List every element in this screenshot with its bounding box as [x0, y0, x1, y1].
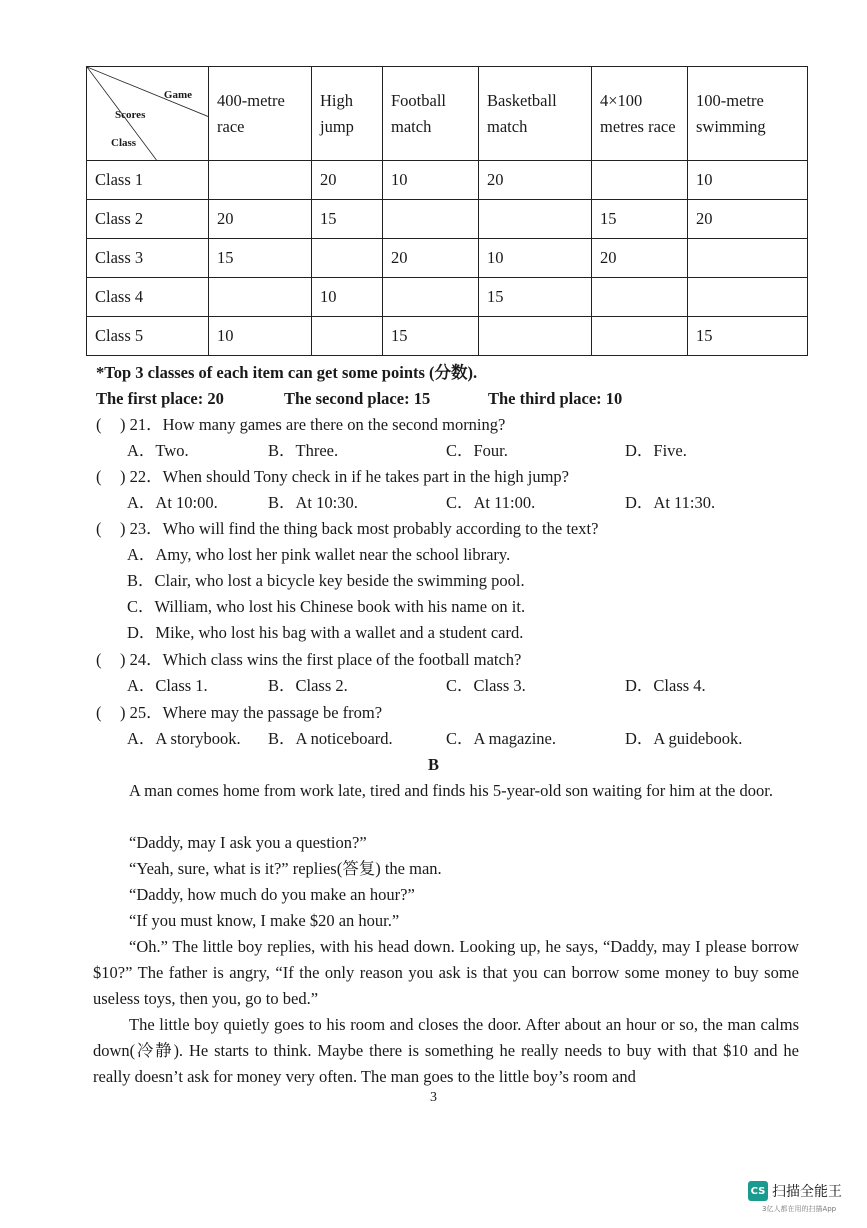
score-cell: 10: [209, 317, 312, 356]
score-cell: [312, 239, 383, 278]
option-a[interactable]: A．Two.: [127, 441, 189, 460]
row-class-label: Class 1: [87, 161, 209, 200]
camscanner-logo-icon: CS: [748, 1181, 768, 1201]
score-cell: 20: [312, 161, 383, 200]
row-class-label: Class 4: [87, 278, 209, 317]
table-row: [87, 317, 808, 356]
table-row: [87, 161, 808, 200]
option-a[interactable]: A．At 10:00.: [127, 493, 218, 512]
corner-label-class: Class: [111, 137, 137, 149]
header-cell: 100-metre swimming: [688, 67, 808, 161]
score-cell: [383, 278, 479, 317]
score-cell: 15: [592, 200, 688, 239]
question-text: ) 21．How many games are there on the second morning?: [120, 415, 506, 434]
score-cell: 15: [688, 317, 808, 356]
table-row: [87, 200, 808, 239]
passage-paragraph: “Daddy, may I ask you a question?”: [129, 833, 367, 852]
passage-paragraph: “Oh.” The little boy replies, with his head down. Looking up, he says, “Daddy, may I please borrow $10?” The father is angry, “If the only reason you ask is that you can borrow some money to buy some useless toys, then you, go to bed.”: [93, 937, 799, 1008]
answer-blank[interactable]: (: [96, 519, 102, 538]
score-cell: [312, 317, 383, 356]
option-c[interactable]: C．Class 3.: [446, 676, 526, 695]
score-cell: [592, 278, 688, 317]
third-place-points: The third place: 10: [488, 389, 623, 408]
header-cell: High jump: [312, 67, 383, 161]
option-d[interactable]: D．A guidebook.: [625, 729, 743, 748]
score-cell: [479, 317, 592, 356]
option-a[interactable]: A．A storybook.: [127, 729, 241, 748]
scanner-watermark: [748, 1180, 842, 1202]
header-cell: Basketball match: [479, 67, 592, 161]
table-row: [87, 278, 808, 317]
answer-blank[interactable]: (: [96, 415, 102, 434]
question-text: ) 25．Where may the passage be from?: [120, 703, 383, 722]
answer-blank[interactable]: (: [96, 650, 102, 669]
score-cell: 20: [383, 239, 479, 278]
score-cell: [209, 278, 312, 317]
score-table: [86, 66, 808, 356]
score-cell: [209, 161, 312, 200]
section-heading-b: B: [427, 755, 439, 774]
score-cell: 20: [592, 239, 688, 278]
option-c[interactable]: C．A magazine.: [446, 729, 556, 748]
second-place-points: The second place: 15: [284, 389, 431, 408]
score-cell: 20: [479, 161, 592, 200]
option-b[interactable]: B．Clair, who lost a bicycle key beside the swimming pool.: [127, 571, 525, 590]
question-text: ) 24．Which class wins the first place of the football match?: [120, 650, 522, 669]
score-cell: [383, 200, 479, 239]
option-b[interactable]: B．Class 2.: [268, 676, 348, 695]
option-c[interactable]: C．Four.: [446, 441, 508, 460]
header-cell: 4×100 metres race: [592, 67, 688, 161]
points-note: *Top 3 classes of each item can get some points (分数).: [96, 363, 478, 382]
scanner-tagline: 3亿人都在用的扫描App: [762, 1205, 837, 1213]
table-corner-cell: [87, 67, 209, 161]
option-b[interactable]: B．A noticeboard.: [268, 729, 393, 748]
passage-paragraph: “Daddy, how much do you make an hour?”: [129, 885, 415, 904]
question-text: ) 23．Who will find the thing back most probably according to the text?: [120, 519, 599, 538]
header-cell: Football match: [383, 67, 479, 161]
option-a[interactable]: A．Class 1.: [127, 676, 208, 695]
page-number: 3: [430, 1090, 437, 1105]
score-cell: [592, 317, 688, 356]
score-cell: 10: [688, 161, 808, 200]
table-header-row: [87, 67, 808, 161]
score-cell: [688, 239, 808, 278]
row-class-label: Class 3: [87, 239, 209, 278]
option-d[interactable]: D．Five.: [625, 441, 687, 460]
score-cell: 10: [312, 278, 383, 317]
answer-blank[interactable]: (: [96, 703, 102, 722]
option-d[interactable]: D．Class 4.: [625, 676, 706, 695]
option-b[interactable]: B．Three.: [268, 441, 339, 460]
corner-label-scores: Scores: [115, 109, 146, 121]
option-c[interactable]: C．At 11:00.: [446, 493, 536, 512]
score-cell: 10: [479, 239, 592, 278]
option-b[interactable]: B．At 10:30.: [268, 493, 358, 512]
passage-paragraph: “If you must know, I make $20 an hour.”: [129, 911, 400, 930]
option-a[interactable]: A．Amy, who lost her pink wallet near the school library.: [127, 545, 511, 564]
row-class-label: Class 2: [87, 200, 209, 239]
option-c[interactable]: C．William, who lost his Chinese book with his name on it.: [127, 597, 526, 616]
first-place-points: The first place: 20: [96, 389, 224, 408]
score-cell: 15: [479, 278, 592, 317]
question-text: ) 22．When should Tony check in if he takes part in the high jump?: [120, 467, 569, 486]
score-cell: [592, 161, 688, 200]
option-d[interactable]: D．Mike, who lost his bag with a wallet and a student card.: [127, 623, 524, 642]
score-cell: [479, 200, 592, 239]
passage-paragraph: “Yeah, sure, what is it?” replies(答复) the man.: [129, 859, 442, 878]
score-cell: 15: [209, 239, 312, 278]
corner-diagonals: [87, 67, 208, 160]
scanner-app-name: 扫描全能王: [772, 1184, 842, 1200]
option-d[interactable]: D．At 11:30.: [625, 493, 716, 512]
corner-label-game: Game: [163, 89, 192, 101]
header-cell: 400-metre race: [209, 67, 312, 161]
passage-paragraph: The little boy quietly goes to his room and closes the door. After about an hour or so, the man calms down(冷静). He starts to think. Maybe there is something he really needs to buy with that $10 and he really doesn’t ask for money very often. The man goes to the little boy’s room and: [93, 1015, 799, 1086]
score-cell: 15: [312, 200, 383, 239]
score-cell: 20: [209, 200, 312, 239]
score-cell: 10: [383, 161, 479, 200]
score-cell: 20: [688, 200, 808, 239]
score-cell: [688, 278, 808, 317]
row-class-label: Class 5: [87, 317, 209, 356]
answer-blank[interactable]: (: [96, 467, 102, 486]
passage-paragraph: A man comes home from work late, tired and finds his 5-year-old son waiting for him at the door.: [129, 781, 773, 800]
table-row: [87, 239, 808, 278]
score-cell: 15: [383, 317, 479, 356]
